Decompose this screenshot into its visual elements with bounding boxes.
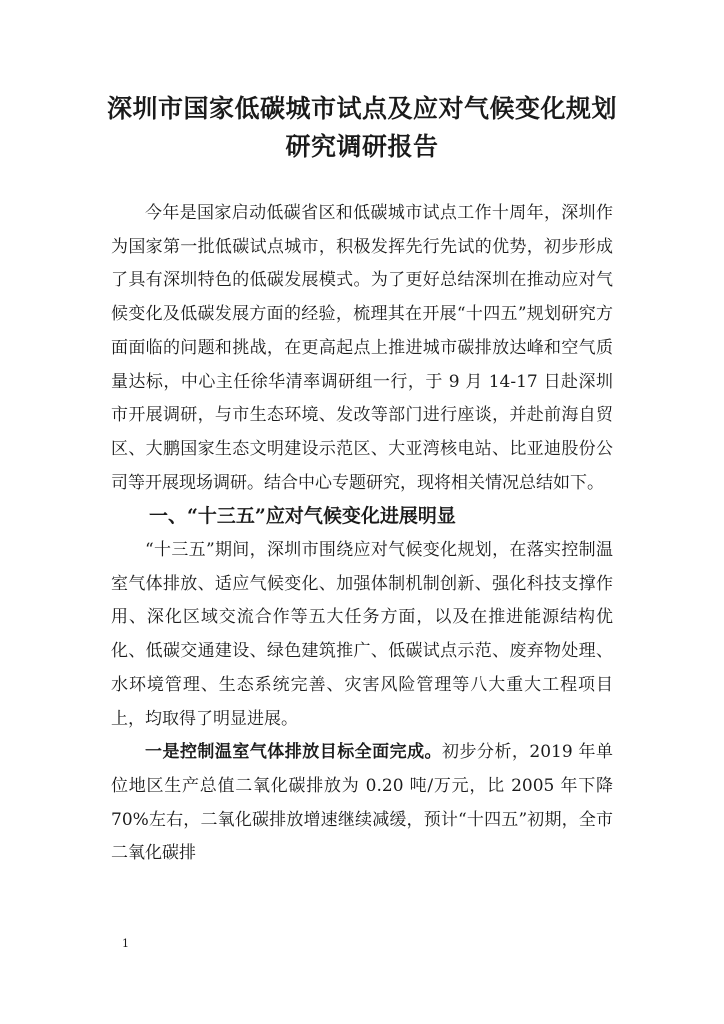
section-paragraph: “十三五”期间，深圳市围绕应对气候变化规划，在落实控制温室气体排放、适应气候变化、加强体制机制创新、强化科技支撑作用、深化区域交流合作等五大任务方面，以及在推进能源结构优化、低碳交通建设、绿色建筑推广、低碳试点示范、废弃物处理、水环境管理、生态系统完善、灾害风险管理等八大重大工程项目上，均取得了明显进展。 [111,540,613,729]
point-text: 初步分析，2019 年单位地区生产总值二氧化碳排放为 0.20 吨/万元，比 2005 年下降 70%左右，二氧化碳排放增速继续减缓，预计“十四五”初期，全市二氧化碳排 [111,742,614,864]
point-paragraph [111,736,613,871]
document-body [111,197,613,871]
section-heading: 一、“十三五”应对气候变化进展明显 [149,505,456,528]
point-lead: 一是控制温室气体排放目标全面完成。 [145,742,443,763]
intro-paragraph: 今年是国家启动低碳省区和低碳城市试点工作十周年，深圳作为国家第一批低碳试点城市，积极发挥先行先试的优势，初步形成了具有深圳特色的低碳发展模式。为了更好总结深圳在推动应对气候变化及低碳发展方面的经验，梳理其在开展“十四五”规划研究方面面临的问题和挑战，在更高起点上推进城市碳排放达峰和空气质量达标，中心主任徐华清率调研组一行，于 9 月 14-17 日赴深圳市开展调研，与市生态环境、发改等部门进行座谈，并赴前海自贸区、大鹏国家生态文明建设示范区、大亚湾核电站、比亚迪股份公司等开展现场调研。结合中心专题研究，现将相关情况总结如下。 [111,203,613,493]
document-title [60,90,664,166]
title-line-1: 深圳市国家低碳城市试点及应对气候变化规划 [106,94,617,123]
page-number: 1 [122,937,129,950]
title-line-2: 研究调研报告 [285,132,439,161]
